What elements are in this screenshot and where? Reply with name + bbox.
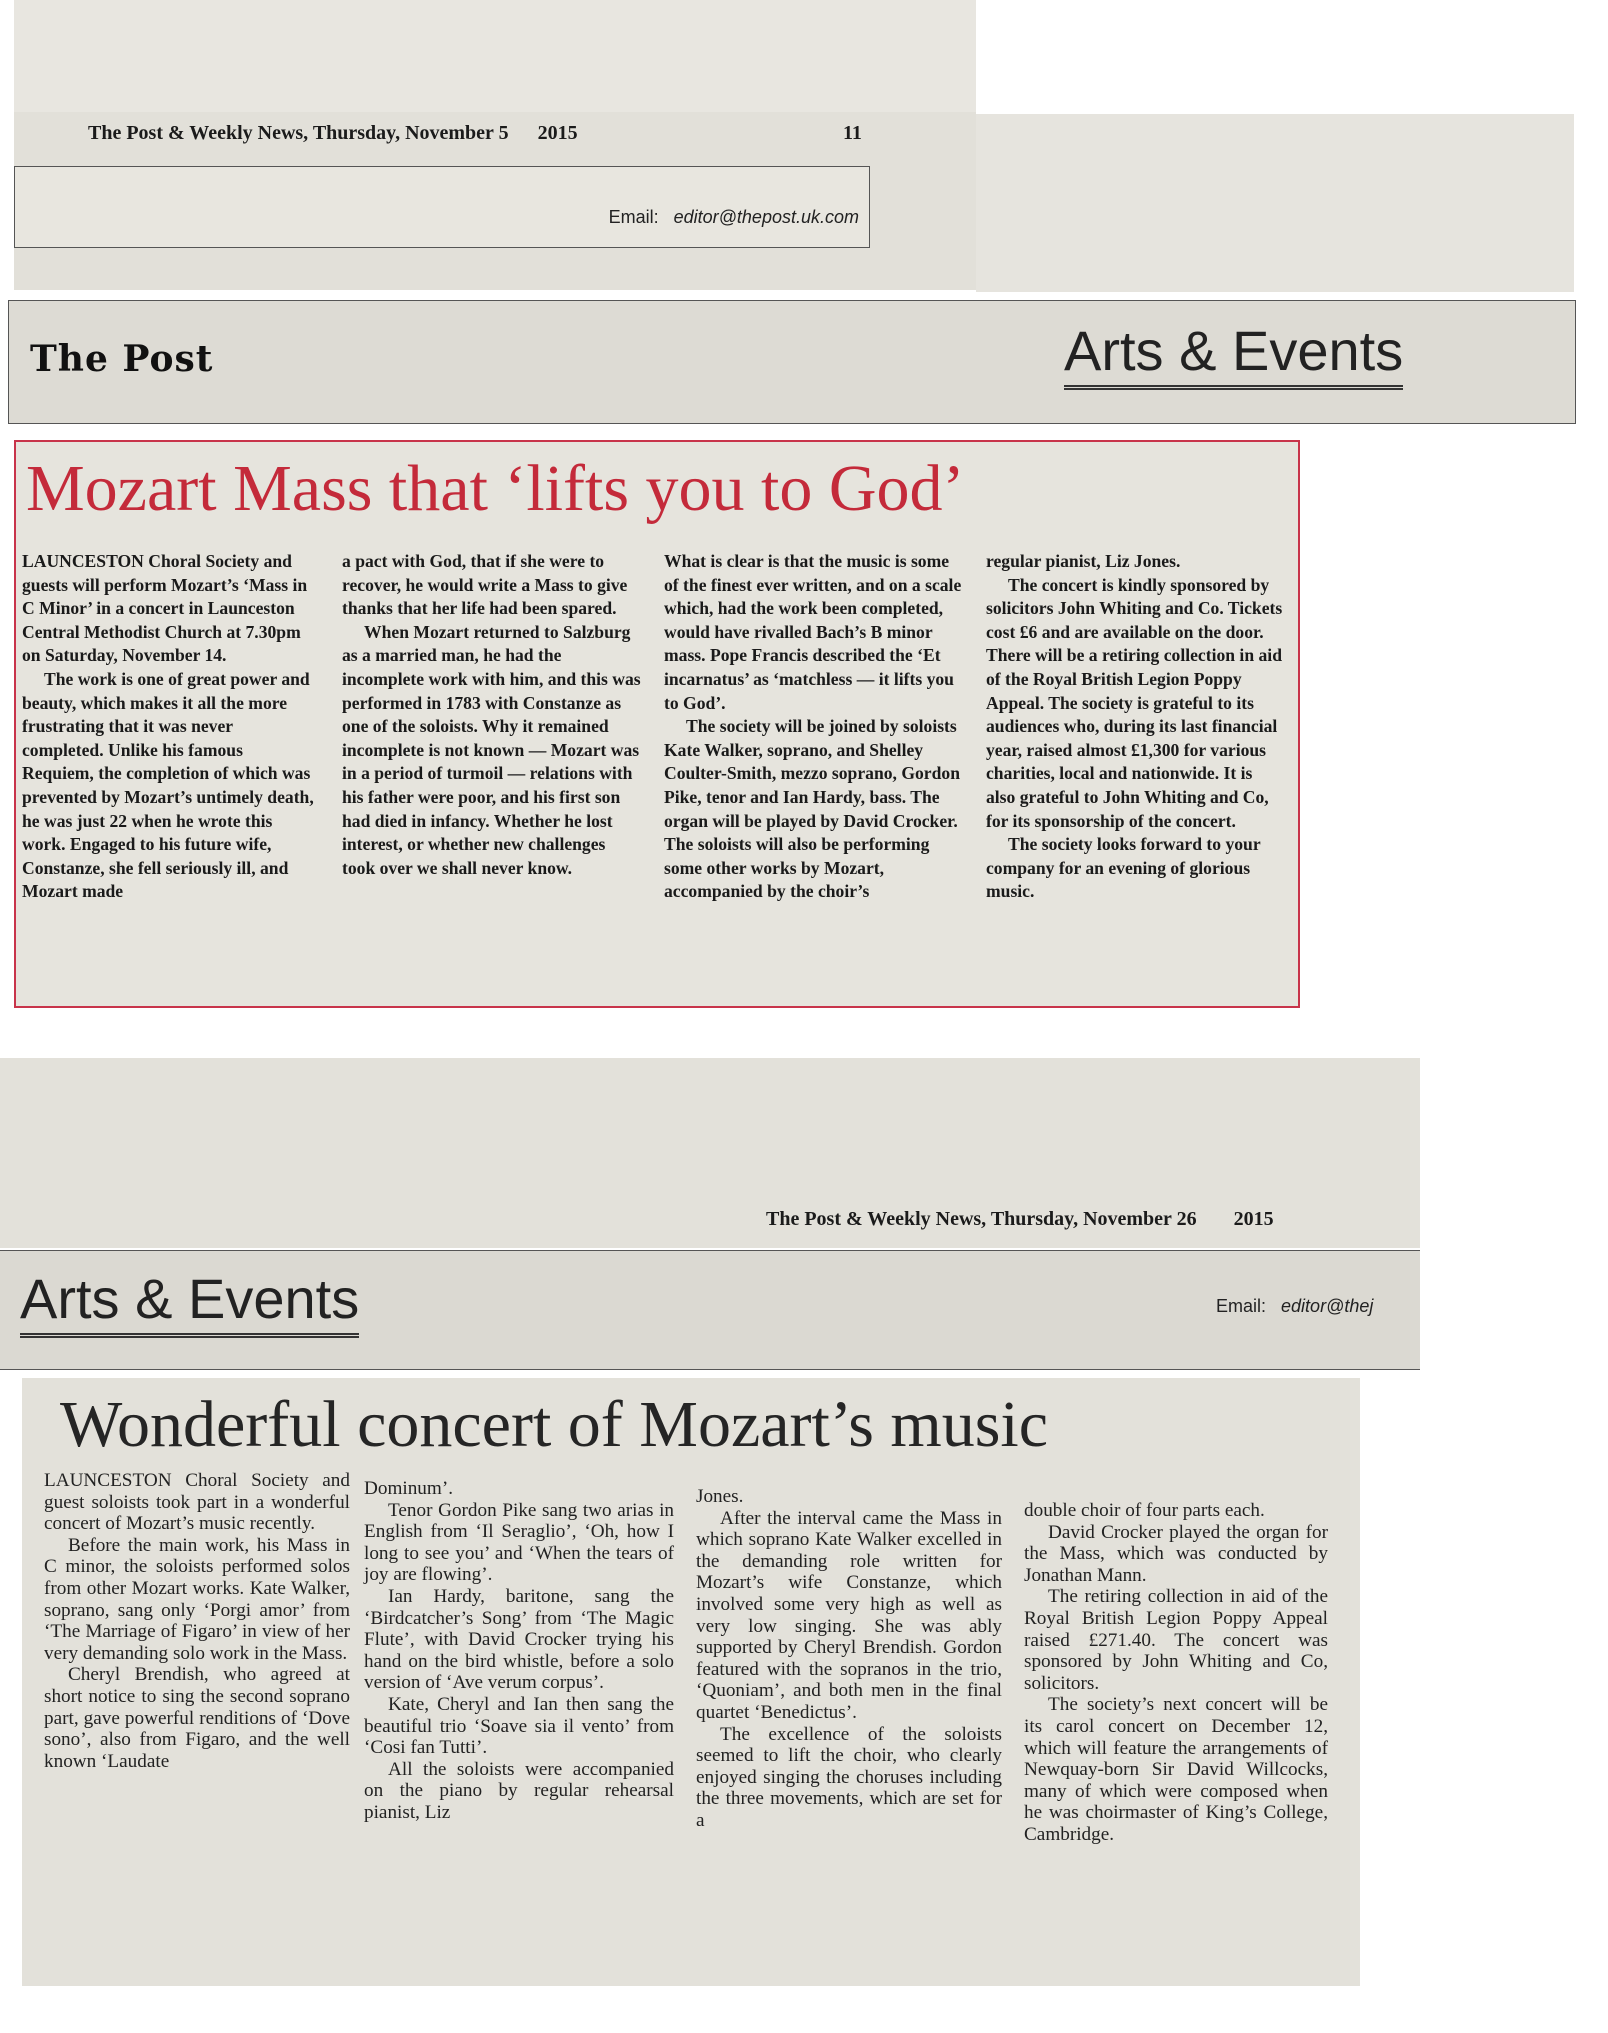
headline-mozart-mass: Mozart Mass that ‘lifts you to God’ bbox=[26, 452, 965, 525]
paragraph: Tenor Gordon Pike sang two arias in English from ‘Il Seraglio’, ‘Oh, how I long to see you’ and ‘When the tears of joy are flowing’. bbox=[364, 1499, 674, 1586]
headline-wonderful-concert: Wonderful concert of Mozart’s music bbox=[60, 1388, 1049, 1461]
paragraph: The excellence of the soloists seemed to lift the choir, who clearly enjoyed singing the choruses including the three movements, which are set for a bbox=[696, 1723, 1002, 1831]
article1-column-2 bbox=[342, 550, 642, 880]
paragraph: The retiring collection in aid of the Royal British Legion Poppy Appeal raised £271.40. The concert was sponsored by John Whiting and Co, solicitors. bbox=[1024, 1586, 1328, 1694]
article2-column-1 bbox=[44, 1470, 350, 1772]
paragraph: Cheryl Brendish, who agreed at short notice to sing the second soprano part, gave powerful renditions of ‘Dove sono’, also from Figaro, and the well known ‘Laudate bbox=[44, 1664, 350, 1772]
paragraph: What is clear is that the music is some of the finest ever written, and on a scale which, had the work been completed, would have rivalled Bach’s B minor mass. Pope Francis described the ‘Et incarnatus’ as ‘matchless — it lifts you to God’. bbox=[664, 551, 962, 713]
publication-year: 2015 bbox=[537, 122, 578, 144]
paragraph: a pact with God, that if she were to recover, he would write a Mass to give thanks that her life had been spared. bbox=[342, 551, 628, 619]
paragraph: The society looks forward to your company for an evening of glorious music. bbox=[986, 834, 1261, 902]
email-address-partial[interactable]: editor@thej bbox=[1281, 1296, 1374, 1316]
paragraph: double choir of four parts each. bbox=[1024, 1500, 1265, 1521]
paragraph: Before the main work, his Mass in C minor, the soloists performed solos from other Mozart works. Kate Walker, soprano, sang only ‘Porgi amor’ from ‘The Marriage of Figaro’ in view of her very demanding solo work in the Mass. bbox=[44, 1534, 350, 1664]
paragraph: Ian Hardy, baritone, sang the ‘Birdcatcher’s Song’ from ‘The Magic Flute’, with David Crocker trying his hand on the bird whistle, before a solo version of ‘Ave verum corpus’. bbox=[364, 1585, 674, 1694]
paragraph: The society will be joined by soloists Kate Walker, soprano, and Shelley Coulter-Smith, mezzo soprano, Gordon Pike, tenor and Ian Hardy, bass. The organ will be played by David Crocker. The soloists will also be performing some other works by Mozart, accompanied by the choir’s bbox=[664, 716, 960, 902]
paragraph: After the interval came the Mass in which soprano Kate Walker excelled in the demanding role written for Mozart’s wife Constanze, which involved some very high as well as very low singing. She was ably supported by Cheryl Brendish. Gordon featured with the sopranos in the trio, ‘Quoniam’, and both men in the final quartet ‘Benedictus’. bbox=[696, 1507, 1002, 1723]
paragraph: LAUNCESTON Choral Society and guests will perform Mozart’s ‘Mass in C Minor’ in a concert in Launceston Central Methodist Church at 7.30pm on Saturday, November 14. bbox=[22, 551, 308, 666]
article2-column-3 bbox=[696, 1486, 1002, 1832]
paragraph: The work is one of great power and beauty, which makes it all the more frustrating that it was never completed. Unlike his famous Requiem, the completion of which was prevented by Mozart’s untimely death, he was just 22 when he wrote this work. Engaged to his future wife, Constanze, she fell seriously ill, and Mozart made bbox=[22, 668, 314, 902]
paragraph: When Mozart returned to Salzburg as a married man, he had the incomplete work with him, and this was performed in 1783 with Constanze as one of the soloists. Why it remained incomplete is not known — Mozart was in a period of turmoil — relations with his father were poor, and his first son had died in infancy. Whether he lost interest, or whether new challenges took over we shall never know. bbox=[342, 621, 641, 878]
masthead-date-line-2 bbox=[766, 1208, 1274, 1231]
email-label-2: Email: bbox=[1216, 1296, 1267, 1316]
publication-year-2: 2015 bbox=[1233, 1208, 1274, 1230]
article2-column-2 bbox=[364, 1478, 674, 1824]
the-post-logo: The Post bbox=[30, 338, 214, 380]
email-box bbox=[14, 166, 870, 248]
publication-name: The Post & Weekly News, Thursday, November 5 bbox=[88, 122, 509, 144]
email-line-2 bbox=[1216, 1296, 1373, 1317]
page-number: 11 bbox=[843, 122, 862, 144]
article1-column-4 bbox=[986, 550, 1286, 904]
right-strip-paper bbox=[976, 114, 1574, 292]
email-line bbox=[609, 207, 859, 228]
article1-column-3 bbox=[664, 550, 966, 904]
article2-column-4 bbox=[1024, 1500, 1328, 1846]
email-label: Email: bbox=[608, 207, 659, 227]
paragraph: The society’s next concert will be its carol concert on December 12, which will feature the arrangements of Newquay-born Sir David Willcocks, many of which were composed when he was choirmaster of King’s College, Cambridge. bbox=[1024, 1694, 1328, 1845]
paragraph: Dominum’. bbox=[364, 1478, 454, 1499]
publication-name-2: The Post & Weekly News, Thursday, November 26 bbox=[766, 1208, 1197, 1230]
paragraph: Jones. bbox=[696, 1486, 744, 1507]
paragraph: The concert is kindly sponsored by solicitors John Whiting and Co. Tickets cost £6 and are available on the door. There will be a retiring collection in aid of the Royal British Legion Poppy Appeal. The society is grateful to its audiences who, during its last financial year, raised almost £1,300 for various charities, local and nationwide. It is also grateful to John Whiting and Co, for its sponsorship of the concert. bbox=[986, 574, 1283, 831]
paper-top-strip bbox=[14, 0, 976, 115]
paragraph: Kate, Cheryl and Ian then sang the beautiful trio ‘Soave sia il vento’ from ‘Cosi fan Tutti’. bbox=[364, 1693, 674, 1759]
email-address[interactable]: editor@thepost.uk.com bbox=[673, 207, 859, 227]
article1-column-1 bbox=[22, 550, 318, 904]
paragraph: David Crocker played the organ for the Mass, which was conducted by Jonathan Mann. bbox=[1024, 1521, 1328, 1586]
paragraph: LAUNCESTON Choral Society and guest soloists took part in a wonderful concert of Mozart’s music recently. bbox=[44, 1470, 350, 1535]
paragraph: All the soloists were accompanied on the piano by regular rehearsal pianist, Liz bbox=[364, 1758, 674, 1823]
section-title-arts-events-2: Arts & Events bbox=[20, 1270, 359, 1338]
masthead-date-line bbox=[88, 122, 578, 145]
paragraph: regular pianist, Liz Jones. bbox=[986, 551, 1181, 571]
section-title-arts-events: Arts & Events bbox=[1064, 322, 1403, 390]
